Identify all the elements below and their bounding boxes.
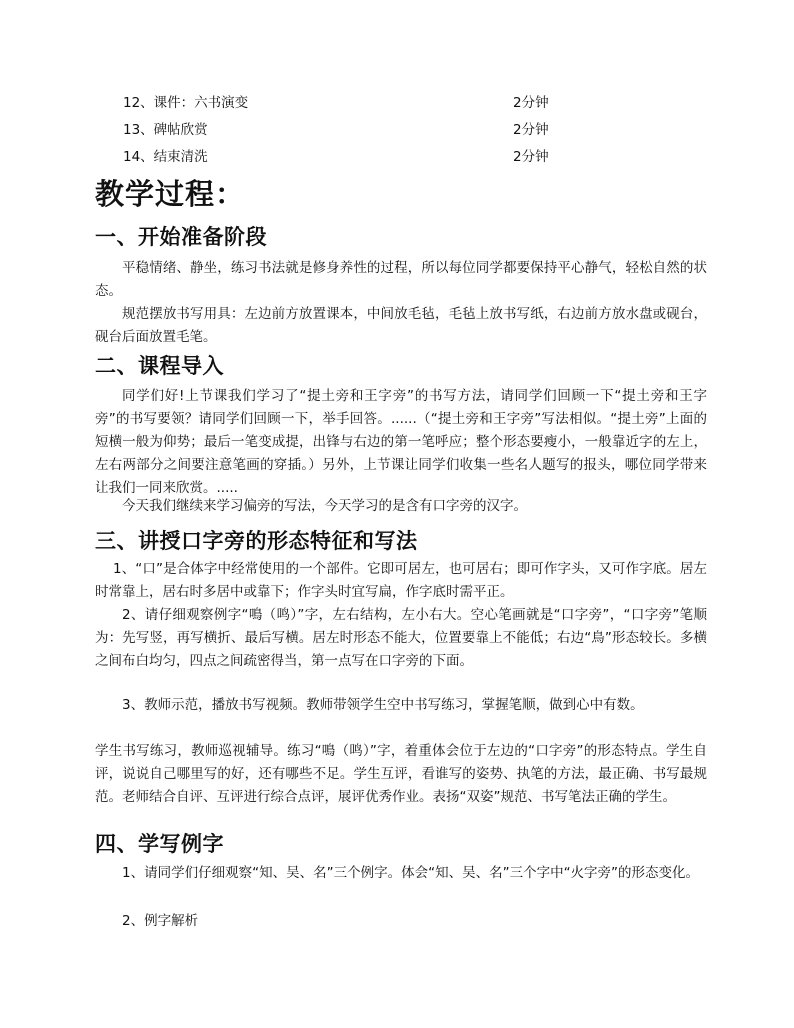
section-4-paragraph-2: 2、例字解析 (122, 913, 199, 929)
section-2-heading: 二、课程导入 (95, 353, 224, 378)
section-4-paragraph-1: 1、请同学们仔细观察“知、吴、名”三个例字。体会“知、吴、名”三个字中“火字旁”的形态变化。 (122, 865, 700, 881)
schedule-duration-12: 2分钟 (513, 95, 549, 111)
section-2-paragraph-1: 同学们好!上节课我们学习了“提土旁和王字旁”的书写方法，请同学们回顾一下“提土旁和王字旁”的书写要领？请同学们回顾一下，举手回答。......（“提土旁和王字旁”写法相似。“提土旁”上面的短横一般为仰势；最后一笔变成提，出锋与右边的第一笔呼应；整个形态要瘦小，一般靠近字的左上，左右两部分之间要注意笔画的穿插。）另外，上节课让同学们收集一些名人题写的报头，哪位同学带来让我们一同来欣赏。..... (95, 388, 707, 496)
section-1-paragraph-2: 规范摆放书写用具：左边前方放置课本，中间放毛毡，毛毡上放书写纸，右边前方放水盘或砚台，砚台后面放置毛笔。 (95, 306, 707, 345)
section-2-paragraph-2: 今天我们继续来学习偏旁的写法，今天学习的是含有口字旁的汉字。 (122, 498, 527, 514)
section-3-paragraph-3: 3、教师示范，播放书写视频。教师带领学生空中书写练习，掌握笔顺，做到心中有数。 (122, 697, 644, 713)
section-1-paragraph-1: 平稳情绪、静坐，练习书法就是修身养性的过程，所以每位同学都要保持平心静气，轻松自然的状态。 (95, 260, 707, 299)
section-3-paragraph-1: 1、“口”是合体字中经常使用的一个部件。它即可居左，也可居右；即可作字头，又可作字底。居左时常靠上，居右时多居中或靠下；作字头时宜写扁，作字底时需平正。 (95, 561, 707, 600)
section-1-heading: 一、开始准备阶段 (95, 224, 267, 249)
section-3-paragraph-2: 2、请仔细观察例字“鳴（鸣）”字，左右结构，左小右大。空心笔画就是“口字旁”，“口字旁”笔顺为：先写竖，再写横折、最后写横。居左时形态不能大，位置要靠上不能低；右边“鳥”形态较长。多横之间布白均匀，四点之间疏密得当，第一点写在口字旁的下面。 (95, 607, 707, 669)
page-title: 教学过程： (95, 177, 246, 211)
section-3-paragraph-4: 学生书写练习，教师巡视辅导。练习“鳴（鸣）”字，着重体会位于左边的“口字旁”的形态特点。学生自评，说说自己哪里写的好，还有哪些不足。学生互评，看谁写的姿势、执笔的方法，最正确、书写最规范。老师结合自评、互评进行综合点评，展评优秀作业。表扬“双姿”规范、书写笔法正确的学生。 (95, 743, 707, 805)
section-3-heading: 三、讲授口字旁的形态特征和写法 (95, 528, 418, 553)
schedule-duration-13: 2分钟 (513, 122, 549, 138)
schedule-item-14: 14、结束清洗 (123, 149, 208, 165)
section-4-heading: 四、学写例字 (95, 831, 224, 856)
schedule-item-13: 13、碑帖欣赏 (123, 122, 208, 138)
schedule-item-12: 12、课件：六书演变 (123, 95, 249, 111)
schedule-duration-14: 2分钟 (513, 149, 549, 165)
